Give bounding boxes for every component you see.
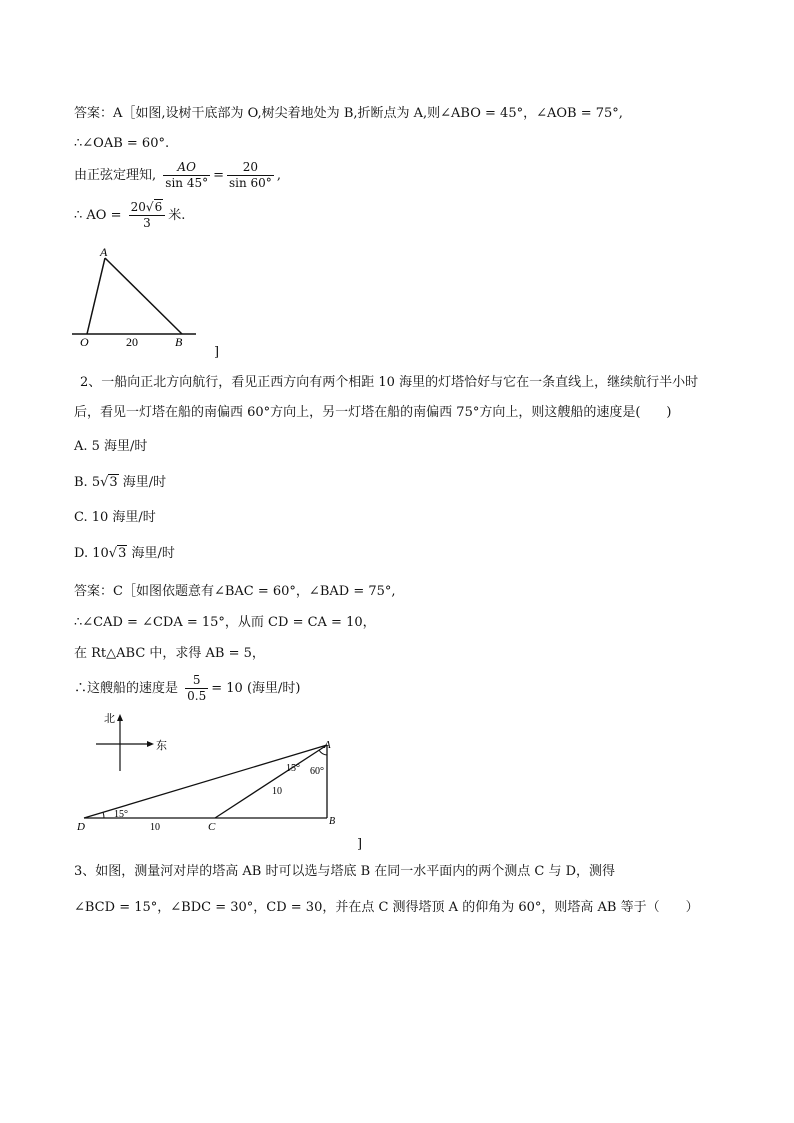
figure1-triangle (70, 245, 210, 350)
q2-option-a: A. 5 海里/时 (74, 439, 148, 454)
figure1-label-b: B (175, 335, 183, 349)
q2-option-b-root: 3 (109, 475, 118, 490)
q1-answer-line2: ∴∠OAB = 60°. (74, 136, 170, 151)
q2-option-b-suffix: 海里/时 (118, 475, 167, 490)
q1-frac-ao-coef: 20 (130, 200, 146, 214)
q1-frac-right (227, 160, 274, 191)
q1-frac-left-num: AO (163, 160, 210, 176)
figure2-angle-60: 60° (310, 766, 324, 777)
q2-answer-line1: 答案：C［如图依题意有∠BAC = 60°，∠BAD = 75°, (74, 584, 396, 599)
figure2-len-ca: 10 (272, 786, 282, 797)
q1-ao-suffix: 米. (168, 208, 186, 223)
figure1-close-bracket: ] (214, 345, 220, 360)
q2-option-d: D. 10√3 海里/时 (74, 546, 175, 561)
q1-answer-line1: 答案：A［如图,设树干底部为 O,树尖着地处为 B,折断点为 A,则∠ABO = 45°，∠AOB = 75°, (74, 106, 623, 121)
q2-option-b-prefix: B. 5 (74, 475, 101, 490)
q1-frac-ao-den: 3 (143, 216, 151, 230)
q2-option-c: C. 10 海里/时 (74, 510, 156, 525)
figure1-label-o: O (80, 335, 89, 349)
compass-north-arrow (117, 714, 123, 721)
figure2-diagram (74, 708, 364, 838)
compass-north-label: 北 (104, 713, 115, 725)
q1-answer-line3: 由正弦定理知, $\frac{AO}{\sin 45^\circ}$ = $\frac{20}{\sin 60^\circ}$ , (74, 160, 281, 190)
q1-sine-law-prefix: 由正弦定理知, (74, 168, 157, 183)
q1-frac-right-den: sin 60° (229, 176, 272, 190)
figure2-angle-15-bottom: 15° (114, 809, 128, 820)
figure2-angle-15-top: 15° (286, 763, 300, 774)
q1-frac-ao-root: 6 (154, 200, 163, 214)
figure2-arc-d (103, 812, 104, 818)
q1-frac-ao-num: 20√6 (129, 200, 166, 216)
q1-ao-prefix: ∴ AO = (74, 208, 122, 223)
q2-answer-line4 (74, 673, 300, 704)
figure1-side-ao (87, 258, 105, 334)
compass-east-arrow (147, 741, 154, 747)
figure1-label-len: 20 (126, 335, 138, 349)
compass-east-label: 东 (156, 740, 167, 752)
q3-stem-line1: 3、如图，测量河对岸的塔高 AB 时可以选与塔底 B 在同一水平面内的两个测点 C 与 D，测得 (74, 864, 616, 879)
figure2-label-a: A (324, 739, 331, 751)
figure2-len-dc: 10 (150, 822, 160, 833)
q2-answer-line2: ∴∠CAD = ∠CDA = 15°，从而 CD = CA = 10， (74, 615, 376, 630)
q1-frac-ao (129, 200, 166, 231)
q2-speed-prefix: ∴这艘船的速度是 (74, 681, 179, 696)
figure2-label-b: B (329, 816, 336, 827)
q3-stem-line2: ∠BCD = 15°，∠BDC = 30°，CD = 30，并在点 C 测得塔顶 A 的仰角为 60°，则塔高 AB 等于（ ） (74, 900, 699, 915)
q2-option-d-suffix: 海里/时 (127, 546, 175, 561)
q1-frac-left-den: sin 45° (165, 176, 209, 190)
q2-stem-line2: 后，看见一灯塔在船的南偏西 60°方向上，另一灯塔在船的南偏西 75°方向上，则这艘船的速度是( ) (74, 405, 672, 420)
figure2-label-d: D (77, 821, 85, 833)
q2-speed-suffix: = 10 (海里/时) (211, 681, 301, 696)
figure2-close-bracket: ] (357, 837, 363, 852)
q2-stem-line1: 2、一船向正北方向航行，看见正西方向有两个相距 10 海里的灯塔恰好与它在一条直线上，继续航行半小时 (80, 375, 699, 390)
figure2-line-ca (215, 745, 327, 818)
figure1-label-a: A (100, 245, 108, 259)
q2-speed-frac-den: 0.5 (187, 689, 207, 703)
q1-answer-line4 (74, 200, 185, 231)
figure2-label-c: C (208, 821, 216, 833)
figure1-side-ab (105, 258, 182, 334)
q1-frac-left (163, 160, 210, 191)
q2-option-d-prefix: D. 10 (74, 546, 109, 561)
q2-option-b: B. 5√3 海里/时 (74, 475, 167, 490)
q2-speed-frac-num: 5 (185, 673, 208, 689)
q1-frac-right-num: 20 (227, 160, 274, 176)
q2-option-d-root: 3 (118, 546, 127, 561)
q2-speed-frac (185, 673, 208, 704)
q2-answer-line3: 在 Rt△ABC 中，求得 AB = 5， (74, 646, 265, 661)
